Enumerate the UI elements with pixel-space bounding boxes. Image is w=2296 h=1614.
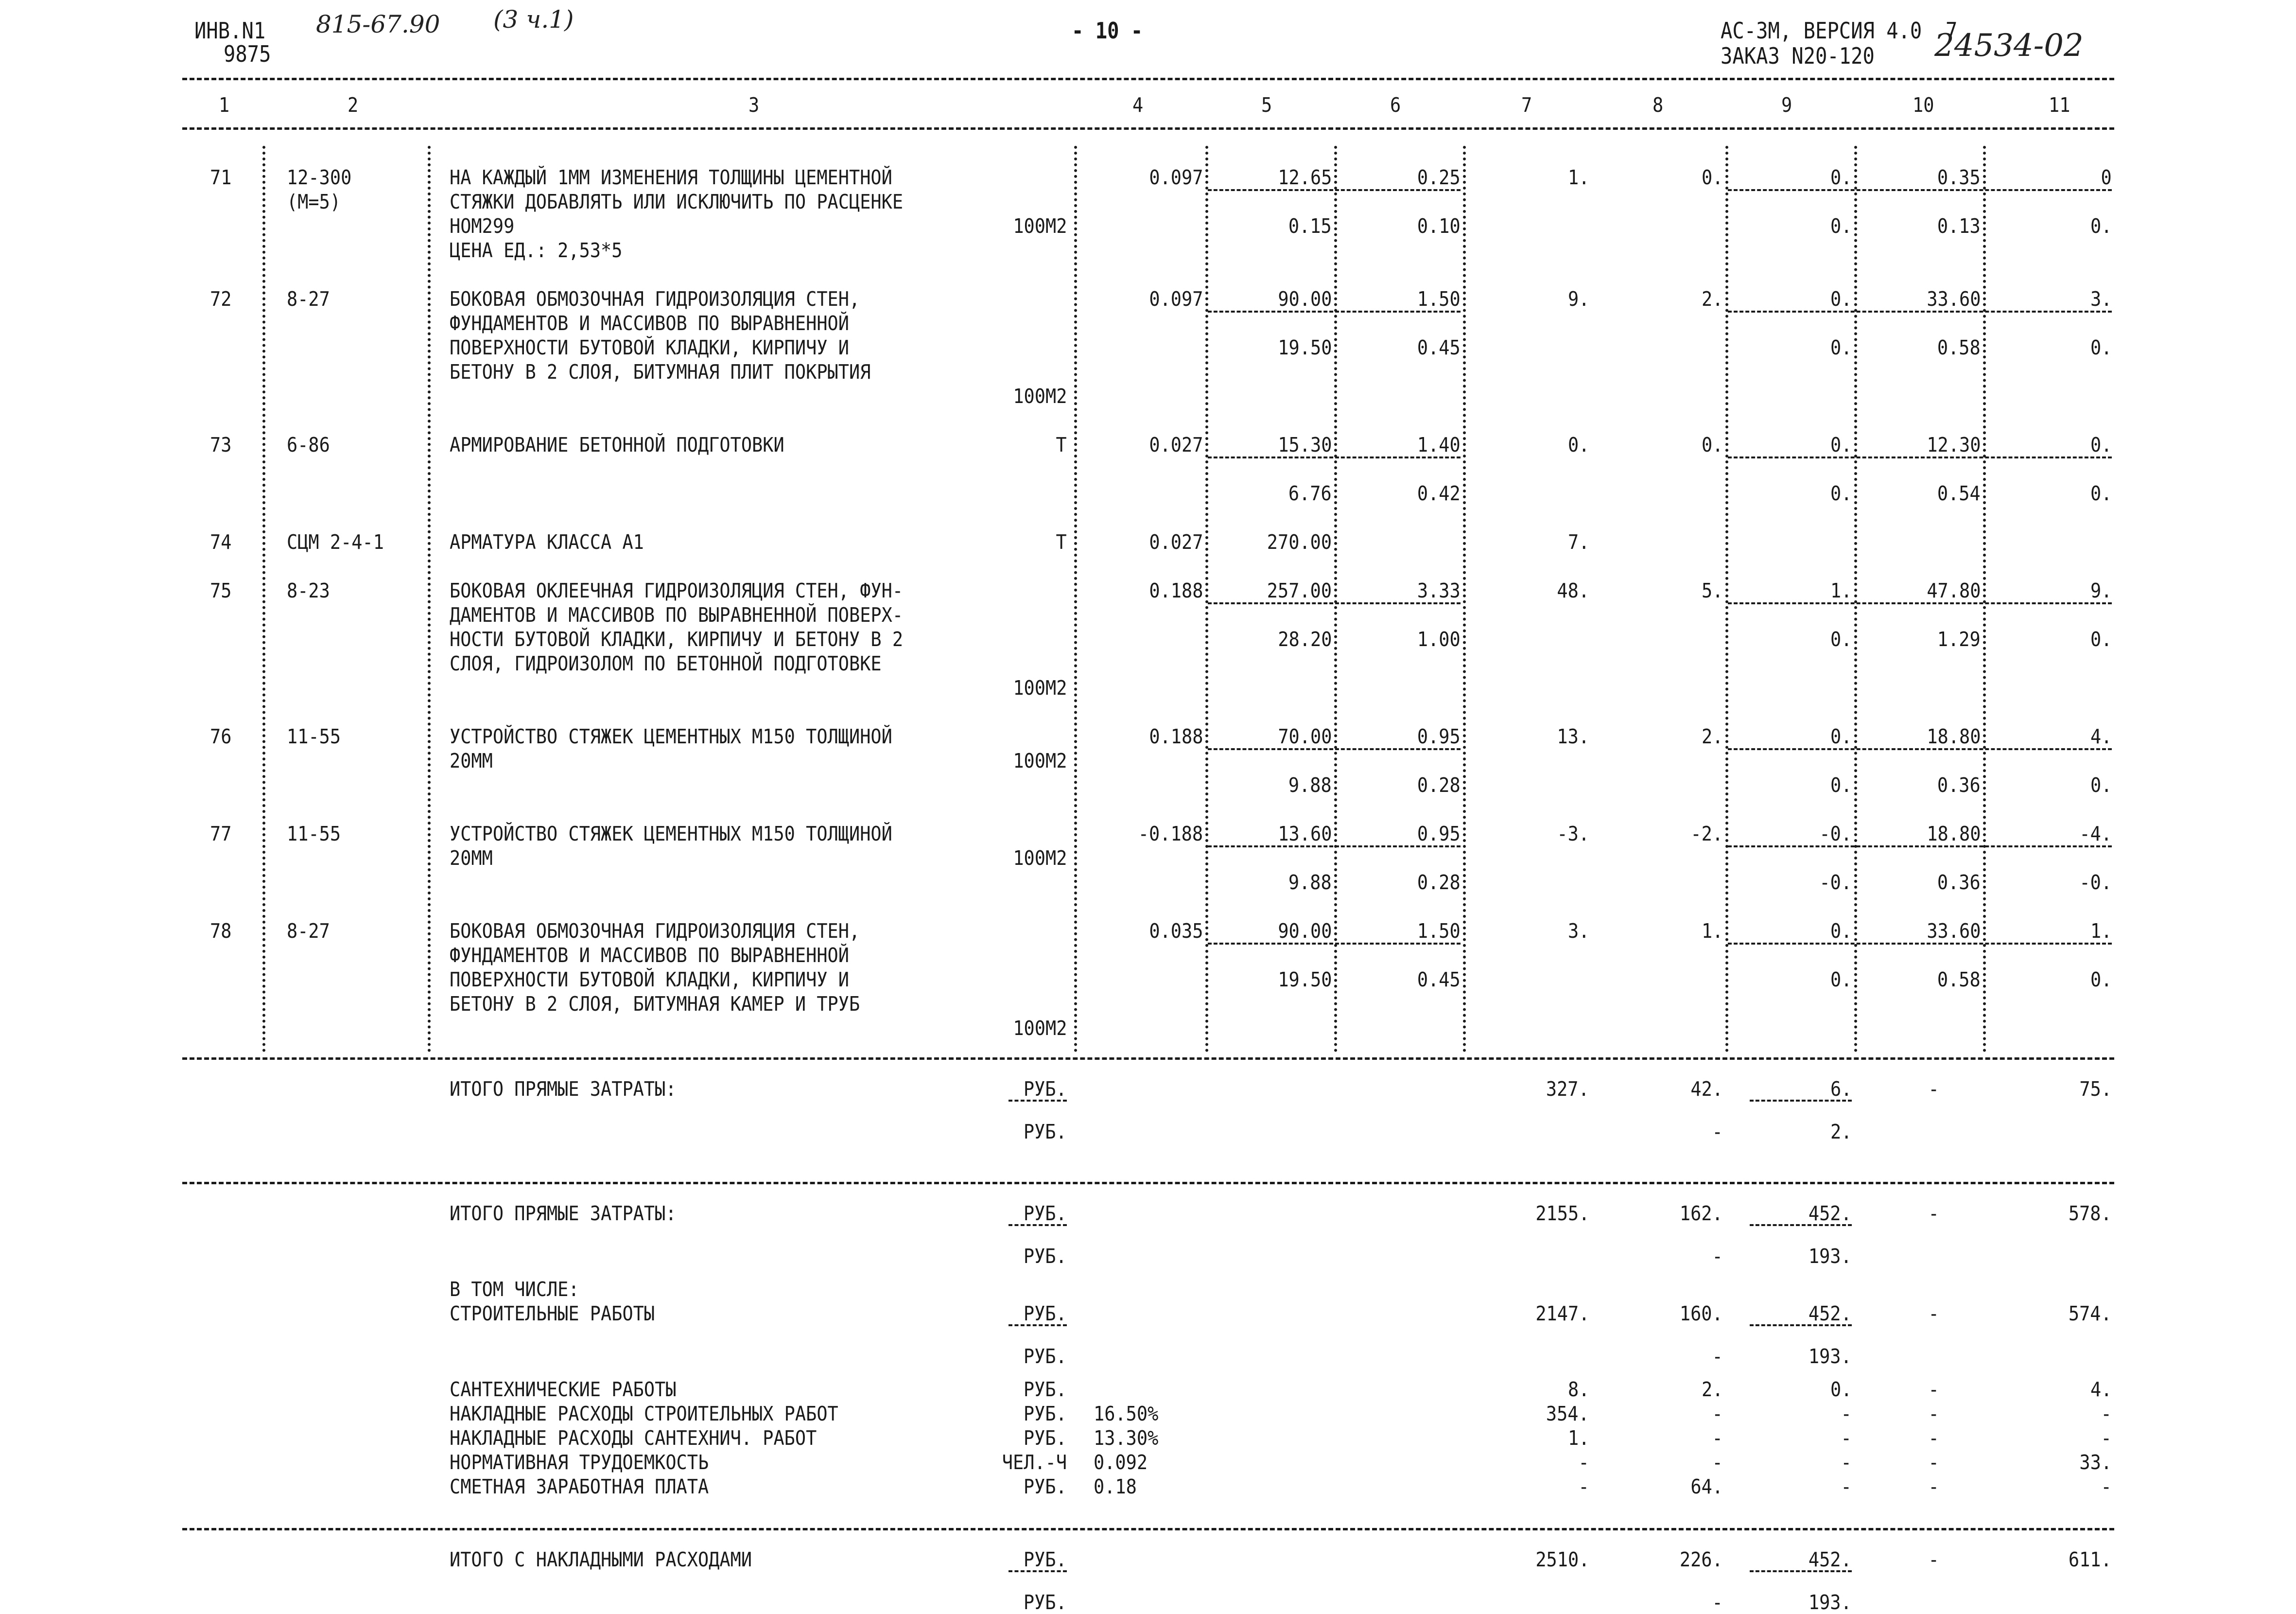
value-col-9: -0.: [1819, 871, 1852, 894]
summary-unit: РУБ.: [1024, 1591, 1067, 1614]
summary-label: ИТОГО ПРЯМЫЕ ЗАТРАТЫ:: [450, 1202, 677, 1225]
unit-of-measure: 100М2: [1012, 1017, 1067, 1040]
unit-of-measure: 100М2: [1012, 749, 1067, 772]
summary-value-col-8: -: [1712, 1345, 1723, 1368]
value-col-7: 9.: [1567, 287, 1589, 311]
summary-value-col-9: 452.: [1809, 1548, 1852, 1571]
work-description: БЕТОНУ В 2 СЛОЯ, БИТУМНАЯ ПЛИТ ПОКРЫТИЯ: [450, 360, 871, 384]
column-separator: [428, 146, 431, 1053]
work-description: НА КАЖДЫЙ 1ММ ИЗМЕНЕНИЯ ТОЛЩИНЫ ЦЕМЕНТНОЙ: [450, 166, 892, 189]
summary-label: ИТОГО С НАКЛАДНЫМИ РАСХОДАМИ: [450, 1548, 752, 1571]
summary-value-col-8: 162.: [1680, 1202, 1723, 1225]
subtotal-rule: [1728, 456, 2112, 458]
value-col-11: 0.: [2090, 336, 2112, 359]
column-number-3: 3: [748, 93, 760, 117]
inventory-number: 9875: [224, 41, 271, 67]
item-number: 76: [210, 725, 232, 748]
value-col-5: 13.60: [1277, 822, 1332, 845]
value-col-6: 0.95: [1417, 725, 1461, 748]
unit-of-measure: 100М2: [1012, 846, 1067, 870]
summary-label: СМЕТНАЯ ЗАРАБОТНАЯ ПЛАТА: [450, 1475, 709, 1498]
summary-value-col-7: -: [1578, 1475, 1589, 1498]
value-col-5: 15.30: [1277, 433, 1332, 456]
rate-code: 12-300: [287, 166, 352, 189]
column-number-4: 4: [1132, 93, 1144, 117]
value-col-10: 0.35: [1937, 166, 1981, 189]
column-number-11: 11: [2049, 93, 2070, 117]
subtotal-rule: [1750, 1224, 1852, 1226]
summary-label: В ТОМ ЧИСЛЕ:: [450, 1278, 579, 1301]
inventory-label: ИНВ.N1: [194, 18, 266, 44]
summary-value-col-9: 6.: [1830, 1077, 1852, 1101]
value-col-7: 13.: [1557, 725, 1589, 748]
summary-value-col-11: 611.: [2069, 1548, 2112, 1571]
summary-rule: [182, 1057, 2114, 1060]
column-number-8: 8: [1652, 93, 1664, 117]
value-col-11: 0.: [2090, 773, 2112, 797]
summary-rate: 0.18: [1094, 1475, 1137, 1498]
summary-value-col-7: 1.: [1567, 1426, 1589, 1450]
summary-value-col-10: -: [1928, 1302, 1939, 1325]
column-separator: [1983, 146, 1986, 1053]
value-col-6: 0.45: [1417, 336, 1461, 359]
program-version: АС-3М, ВЕРСИЯ 4.0 7: [1721, 18, 1958, 44]
work-description: БОКОВАЯ ОБМОЗОЧНАЯ ГИДРОИЗОЛЯЦИЯ СТЕН,: [450, 287, 860, 311]
order-number: ЗАКАЗ N20-120: [1721, 43, 1875, 69]
value-col-5: 270.00: [1267, 530, 1332, 554]
summary-value-col-9: 0.: [1830, 1378, 1852, 1401]
value-col-9: 0.: [1830, 919, 1852, 943]
item-number: 71: [210, 166, 232, 189]
value-col-9: 0.: [1830, 628, 1852, 651]
summary-value-col-9: -: [1841, 1475, 1852, 1498]
work-description: АРМИРОВАНИЕ БЕТОННОЙ ПОДГОТОВКИ: [450, 433, 784, 456]
column-number-10: 10: [1913, 93, 1934, 117]
work-description: СЛОЯ, ГИДРОИЗОЛОМ ПО БЕТОННОЙ ПОДГОТОВКЕ: [450, 652, 882, 675]
value-col-10: 0.36: [1937, 871, 1981, 894]
value-col-10: 0.13: [1937, 214, 1981, 238]
value-col-4: 0.035: [1148, 919, 1203, 943]
work-description: АРМАТУРА КЛАССА А1: [450, 530, 644, 554]
value-col-10: 0.58: [1937, 336, 1981, 359]
value-col-9: 0.: [1830, 214, 1852, 238]
summary-value-col-8: -: [1712, 1120, 1723, 1143]
value-col-4: 0.188: [1148, 579, 1203, 602]
summary-unit: РУБ.: [1024, 1475, 1067, 1498]
summary-unit: РУБ.: [1024, 1378, 1067, 1401]
value-col-5: 70.00: [1277, 725, 1332, 748]
column-separator: [1854, 146, 1857, 1053]
unit-of-measure: 100М2: [1012, 214, 1067, 238]
summary-value-col-9: -: [1841, 1426, 1852, 1450]
summary-unit: ЧЕЛ.-Ч: [1002, 1451, 1067, 1474]
value-col-5: 28.20: [1277, 628, 1332, 651]
value-col-4: 0.097: [1148, 166, 1203, 189]
work-description: ДАМЕНТОВ И МАССИВОВ ПО ВЫРАВНЕННОЙ ПОВЕРХ-: [450, 603, 904, 627]
value-col-4: -0.188: [1138, 822, 1203, 845]
summary-value-col-9: 452.: [1809, 1302, 1852, 1325]
value-col-10: 12.30: [1926, 433, 1981, 456]
summary-value-col-11: -: [2101, 1475, 2112, 1498]
summary-value-col-11: 75.: [2079, 1077, 2112, 1101]
summary-value-col-8: -: [1712, 1426, 1723, 1450]
summary-value-col-11: 574.: [2069, 1302, 2112, 1325]
value-col-7: 1.: [1567, 166, 1589, 189]
summary-value-col-9: 193.: [1809, 1591, 1852, 1614]
value-col-11: 9.: [2090, 579, 2112, 602]
value-col-6: 0.25: [1417, 166, 1461, 189]
value-col-10: 0.36: [1937, 773, 1981, 797]
summary-value-col-9: 193.: [1809, 1345, 1852, 1368]
item-number: 73: [210, 433, 232, 456]
value-col-7: 3.: [1567, 919, 1589, 943]
page-number: - 10 -: [1072, 18, 1143, 44]
value-col-8: 1.: [1701, 919, 1723, 943]
summary-value-col-10: -: [1928, 1548, 1939, 1571]
value-col-4: 0.188: [1148, 725, 1203, 748]
value-col-9: 0.: [1830, 968, 1852, 991]
summary-value-col-8: 42.: [1690, 1077, 1723, 1101]
value-col-5: 12.65: [1277, 166, 1332, 189]
value-col-8: 5.: [1701, 579, 1723, 602]
rate-code: 8-27: [287, 287, 330, 311]
value-col-9: 0.: [1830, 773, 1852, 797]
value-col-11: 3.: [2090, 287, 2112, 311]
summary-value-col-7: 354.: [1546, 1402, 1589, 1425]
summary-unit: РУБ.: [1024, 1302, 1067, 1325]
work-description: БЕТОНУ В 2 СЛОЯ, БИТУМНАЯ КАМЕР И ТРУБ: [450, 992, 860, 1016]
summary-value-col-9: 193.: [1809, 1245, 1852, 1268]
value-col-8: 0.: [1701, 166, 1723, 189]
summary-value-col-7: 327.: [1546, 1077, 1589, 1101]
rate-code: 6-86: [287, 433, 330, 456]
header-bottom-rule: [182, 127, 2114, 130]
summary-value-col-10: -: [1928, 1378, 1939, 1401]
summary-value-col-10: -: [1928, 1475, 1939, 1498]
value-col-9: 0.: [1830, 725, 1852, 748]
subtotal-rule: [1009, 1324, 1067, 1326]
summary-rate: 13.30%: [1094, 1426, 1159, 1450]
value-col-8: 2.: [1701, 287, 1723, 311]
work-description: БОКОВАЯ ОБМОЗОЧНАЯ ГИДРОИЗОЛЯЦИЯ СТЕН,: [450, 919, 860, 943]
rate-code: 8-27: [287, 919, 330, 943]
value-col-5: 6.76: [1288, 482, 1332, 505]
summary-value-col-10: -: [1928, 1077, 1939, 1101]
value-col-6: 1.50: [1417, 287, 1461, 311]
summary-label: НАКЛАДНЫЕ РАСХОДЫ СТРОИТЕЛЬНЫХ РАБОТ: [450, 1402, 838, 1425]
value-col-7: -3.: [1557, 822, 1589, 845]
rate-code: СЦМ 2-4-1: [287, 530, 384, 554]
summary-value-col-8: -: [1712, 1245, 1723, 1268]
value-col-10: 0.58: [1937, 968, 1981, 991]
value-col-11: 0: [2101, 166, 2112, 189]
rate-code: (М=5): [287, 190, 341, 213]
value-col-10: 33.60: [1926, 919, 1981, 943]
unit-of-measure: Т: [1056, 530, 1067, 554]
value-col-9: 0.: [1830, 336, 1852, 359]
summary-value-col-11: 4.: [2090, 1378, 2112, 1401]
value-col-6: 0.45: [1417, 968, 1461, 991]
work-description: БОКОВАЯ ОКЛЕЕЧНАЯ ГИДРОИЗОЛЯЦИЯ СТЕН, ФУН-: [450, 579, 904, 602]
subtotal-rule: [1728, 189, 2112, 191]
value-col-11: 0.: [2090, 433, 2112, 456]
summary-rate: 0.092: [1094, 1451, 1148, 1474]
summary-label: ИТОГО ПРЯМЫЕ ЗАТРАТЫ:: [450, 1077, 677, 1101]
value-col-5: 257.00: [1267, 579, 1332, 602]
value-col-5: 90.00: [1277, 919, 1332, 943]
value-col-10: 1.29: [1937, 628, 1981, 651]
summary-unit: РУБ.: [1024, 1077, 1067, 1101]
value-col-11: 1.: [2090, 919, 2112, 943]
summary-value-col-9: -: [1841, 1451, 1852, 1474]
value-col-6: 0.42: [1417, 482, 1461, 505]
summary-unit: РУБ.: [1024, 1120, 1067, 1143]
unit-price-note: ЦЕНА ЕД.: 2,53*5: [450, 239, 623, 262]
value-col-6: 1.40: [1417, 433, 1461, 456]
value-col-4: 0.027: [1148, 530, 1203, 554]
value-col-11: 0.: [2090, 628, 2112, 651]
item-number: 78: [210, 919, 232, 943]
summary-value-col-7: 2510.: [1535, 1548, 1589, 1571]
value-col-10: 33.60: [1926, 287, 1981, 311]
value-col-9: -0.: [1819, 822, 1852, 845]
summary-value-col-8: 2.: [1701, 1378, 1723, 1401]
summary-unit: РУБ.: [1024, 1245, 1067, 1268]
summary-value-col-7: 2155.: [1535, 1202, 1589, 1225]
work-description: ФУНДАМЕНТОВ И МАССИВОВ ПО ВЫРАВНЕННОЙ: [450, 312, 849, 335]
column-number-2: 2: [348, 93, 359, 117]
summary-value-col-10: -: [1928, 1402, 1939, 1425]
value-col-6: 1.50: [1417, 919, 1461, 943]
column-separator: [1205, 146, 1208, 1053]
value-col-5: 19.50: [1277, 336, 1332, 359]
summary-label: НОРМАТИВНАЯ ТРУДОЕМКОСТЬ: [450, 1451, 709, 1474]
value-col-7: 48.: [1557, 579, 1589, 602]
summary-value-col-11: -: [2101, 1402, 2112, 1425]
summary-value-col-10: -: [1928, 1451, 1939, 1474]
subtotal-rule: [1728, 943, 2112, 945]
summary-unit: РУБ.: [1024, 1548, 1067, 1571]
value-col-6: 3.33: [1417, 579, 1461, 602]
summary-unit: РУБ.: [1024, 1202, 1067, 1225]
value-col-5: 90.00: [1277, 287, 1332, 311]
subtotal-rule: [1009, 1570, 1067, 1572]
value-col-6: 0.10: [1417, 214, 1461, 238]
value-col-6: 0.28: [1417, 773, 1461, 797]
value-col-11: -0.: [2079, 871, 2112, 894]
value-col-6: 0.28: [1417, 871, 1461, 894]
work-description: НОМ299: [450, 214, 515, 238]
value-col-5: 9.88: [1288, 871, 1332, 894]
subtotal-rule: [1728, 602, 2112, 604]
summary-value-col-7: -: [1578, 1451, 1589, 1474]
item-number: 77: [210, 822, 232, 845]
value-col-4: 0.097: [1148, 287, 1203, 311]
summary-value-col-8: 160.: [1680, 1302, 1723, 1325]
subtotal-rule: [1009, 1224, 1067, 1226]
work-description: 20ММ: [450, 846, 493, 870]
item-number: 75: [210, 579, 232, 602]
value-col-7: 7.: [1567, 530, 1589, 554]
column-number-5: 5: [1261, 93, 1272, 117]
summary-rule: [182, 1528, 2114, 1530]
summary-value-col-8: -: [1712, 1402, 1723, 1425]
value-col-11: 0.: [2090, 482, 2112, 505]
value-col-9: 0.: [1830, 482, 1852, 505]
value-col-9: 1.: [1830, 579, 1852, 602]
unit-of-measure: Т: [1056, 433, 1067, 456]
summary-unit: РУБ.: [1024, 1345, 1067, 1368]
value-col-4: 0.027: [1148, 433, 1203, 456]
value-col-9: 0.: [1830, 166, 1852, 189]
rate-code: 11-55: [287, 725, 341, 748]
unit-of-measure: 100М2: [1012, 385, 1067, 408]
value-col-8: 0.: [1701, 433, 1723, 456]
column-separator: [1334, 146, 1337, 1053]
value-col-5: 19.50: [1277, 968, 1332, 991]
value-col-10: 18.80: [1926, 725, 1981, 748]
column-number-6: 6: [1390, 93, 1401, 117]
summary-value-col-10: -: [1928, 1426, 1939, 1450]
summary-value-col-8: -: [1712, 1451, 1723, 1474]
value-col-9: 0.: [1830, 287, 1852, 311]
summary-label: САНТЕХНИЧЕСКИЕ РАБОТЫ: [450, 1378, 677, 1401]
summary-value-col-11: -: [2101, 1426, 2112, 1450]
subtotal-rule: [1728, 845, 2112, 847]
summary-value-col-11: 578.: [2069, 1202, 2112, 1225]
summary-value-col-11: 33.: [2079, 1451, 2112, 1474]
value-col-11: 0.: [2090, 968, 2112, 991]
subtotal-rule: [1728, 311, 2112, 313]
work-description: УСТРОЙСТВО СТЯЖЕК ЦЕМЕНТНЫХ М150 ТОЛЩИНОЙ: [450, 725, 892, 748]
value-col-8: -2.: [1690, 822, 1723, 845]
subtotal-rule: [1750, 1100, 1852, 1102]
work-description: ПОВЕРХНОСТИ БУТОВОЙ КЛАДКИ, КИРПИЧУ И: [450, 336, 849, 359]
value-col-11: 0.: [2090, 214, 2112, 238]
summary-unit: РУБ.: [1024, 1426, 1067, 1450]
summary-label: НАКЛАДНЫЕ РАСХОДЫ САНТЕХНИЧ. РАБОТ: [450, 1426, 817, 1450]
work-description: 20ММ: [450, 749, 493, 772]
work-description: НОСТИ БУТОВОЙ КЛАДКИ, КИРПИЧУ И БЕТОНУ В 2: [450, 628, 904, 651]
item-number: 72: [210, 287, 232, 311]
summary-value-col-8: -: [1712, 1591, 1723, 1614]
header-top-rule: [182, 78, 2114, 80]
value-col-11: -4.: [2079, 822, 2112, 845]
subtotal-rule: [1750, 1324, 1852, 1326]
subtotal-rule: [1750, 1570, 1852, 1572]
column-separator: [1074, 146, 1077, 1053]
summary-unit: РУБ.: [1024, 1402, 1067, 1425]
column-number-1: 1: [219, 93, 230, 117]
summary-label: СТРОИТЕЛЬНЫЕ РАБОТЫ: [450, 1302, 655, 1325]
value-col-10: 0.54: [1937, 482, 1981, 505]
summary-rule: [182, 1182, 2114, 1184]
column-number-9: 9: [1781, 93, 1792, 117]
value-col-7: 0.: [1567, 433, 1589, 456]
work-description: ПОВЕРХНОСТИ БУТОВОЙ КЛАДКИ, КИРПИЧУ И: [450, 968, 849, 991]
summary-value-col-8: 226.: [1680, 1548, 1723, 1571]
rate-code: 11-55: [287, 822, 341, 845]
value-col-5: 9.88: [1288, 773, 1332, 797]
value-col-10: 47.80: [1926, 579, 1981, 602]
column-separator: [262, 146, 265, 1053]
inventory-code: 815-67.90: [316, 10, 440, 38]
value-col-6: 0.95: [1417, 822, 1461, 845]
summary-value-col-9: 2.: [1830, 1120, 1852, 1143]
subtotal-rule: [1728, 748, 2112, 750]
part-note: (3 ч.1): [493, 5, 574, 34]
column-number-7: 7: [1521, 93, 1532, 117]
unit-of-measure: 100М2: [1012, 676, 1067, 700]
work-description: ФУНДАМЕНТОВ И МАССИВОВ ПО ВЫРАВНЕННОЙ: [450, 944, 849, 967]
rate-code: 8-23: [287, 579, 330, 602]
summary-value-col-7: 8.: [1567, 1378, 1589, 1401]
summary-value-col-9: 452.: [1809, 1202, 1852, 1225]
subtotal-rule: [1009, 1100, 1067, 1102]
work-description: СТЯЖКИ ДОБАВЛЯТЬ ИЛИ ИСКЛЮЧИТЬ ПО РАСЦЕНКЕ: [450, 190, 904, 213]
value-col-5: 0.15: [1288, 214, 1332, 238]
column-separator: [1725, 146, 1728, 1053]
summary-value-col-9: -: [1841, 1402, 1852, 1425]
value-col-8: 2.: [1701, 725, 1723, 748]
summary-value-col-10: -: [1928, 1202, 1939, 1225]
work-description: УСТРОЙСТВО СТЯЖЕК ЦЕМЕНТНЫХ М150 ТОЛЩИНОЙ: [450, 822, 892, 845]
value-col-9: 0.: [1830, 433, 1852, 456]
column-separator: [1463, 146, 1466, 1053]
item-number: 74: [210, 530, 232, 554]
summary-value-col-7: 2147.: [1535, 1302, 1589, 1325]
summary-rate: 16.50%: [1094, 1402, 1159, 1425]
summary-value-col-8: 64.: [1690, 1475, 1723, 1498]
order-handwritten: 24534-02: [1934, 28, 2084, 64]
value-col-10: 18.80: [1926, 822, 1981, 845]
value-col-11: 4.: [2090, 725, 2112, 748]
value-col-6: 1.00: [1417, 628, 1461, 651]
